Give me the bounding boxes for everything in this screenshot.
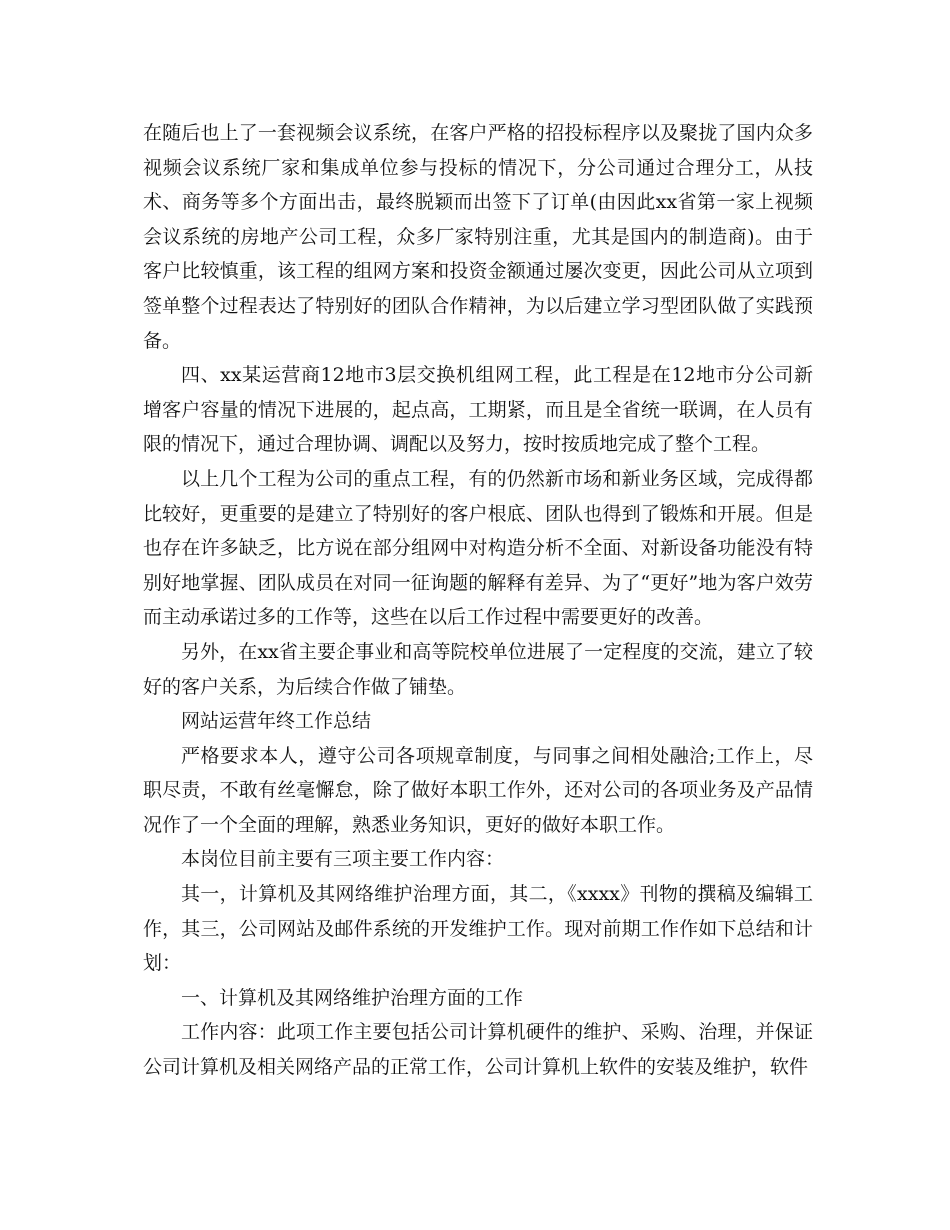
paragraph-job-overview: 本岗位目前主要有三项主要工作内容： (181, 848, 505, 871)
paragraph-project-four: 四、xx某运营商12地市3层交换机组网工程，此工程是在12地市分公司新增客户容量的情况下进展的，起点高，工期紧，而且是全省统一联调，在人员有限的情况下，通过合理协调、调配以及努力，按时按质地完成了整个工程。 (143, 364, 813, 456)
paragraph-work-content: 工作内容：此项工作主要包括公司计算机硬件的维护、采购、治理，并保证公司计算机及相关网络产品的正常工作，公司计算机上软件的安装及维护，软件 (143, 1021, 813, 1079)
section-title: 网站运营年终工作总结 (181, 710, 372, 733)
document-body (143, 116, 813, 1085)
paragraph-job-items: 其一，计算机及其网络维护治理方面，其二，《xxxx》刊物的撰稿及编辑工作，其三，公司网站及邮件系统的开发维护工作。现对前期工作作如下总结和计划： (143, 883, 813, 975)
subsection-title: 一、计算机及其网络维护治理方面的工作 (181, 986, 524, 1009)
paragraph-summary: 以上几个工程为公司的重点工程，有的仍然新市场和新业务区域，完成得都比较好，更重要的是建立了特别好的客户根底、团队也得到了锻炼和开展。但是也存在许多缺乏，比方说在部分组网中对构造分析不全面、对新设备功能没有特别好地掌握、团队成员在对同一征询题的解释有差异、为了“更好”地为客户效劳而主动承诺过多的工作等，这些在以后工作过程中需要更好的改善。 (143, 467, 813, 629)
paragraph-self-requirement: 严格要求本人，遵守公司各项规章制度，与同事之间相处融洽;工作上，尽职尽责，不敢有丝毫懈怠，除了做好本职工作外，还对公司的各项业务及产品情况作了一个全面的理解，熟悉业务知识，更好的做好本职工作。 (143, 744, 813, 836)
paragraph-exchange: 另外，在xx省主要企事业和高等院校单位进展了一定程度的交流，建立了较好的客户关系，为后续合作做了铺垫。 (143, 640, 813, 698)
paragraph-continued: 在随后也上了一套视频会议系统，在客户严格的招投标程序以及聚拢了国内众多视频会议系统厂家和集成单位参与投标的情况下，分公司通过合理分工，从技术、商务等多个方面出击，最终脱颖而出签下了订单(由因此xx省第一家上视频会议系统的房地产公司工程，众多厂家特别注重，尤其是国内的制造商)。由于客户比较慎重，该工程的组网方案和投资金额通过屡次变更，因此公司从立项到签单整个过程表达了特别好的团队合作精神，为以后建立学习型团队做了实践预备。 (143, 122, 813, 352)
